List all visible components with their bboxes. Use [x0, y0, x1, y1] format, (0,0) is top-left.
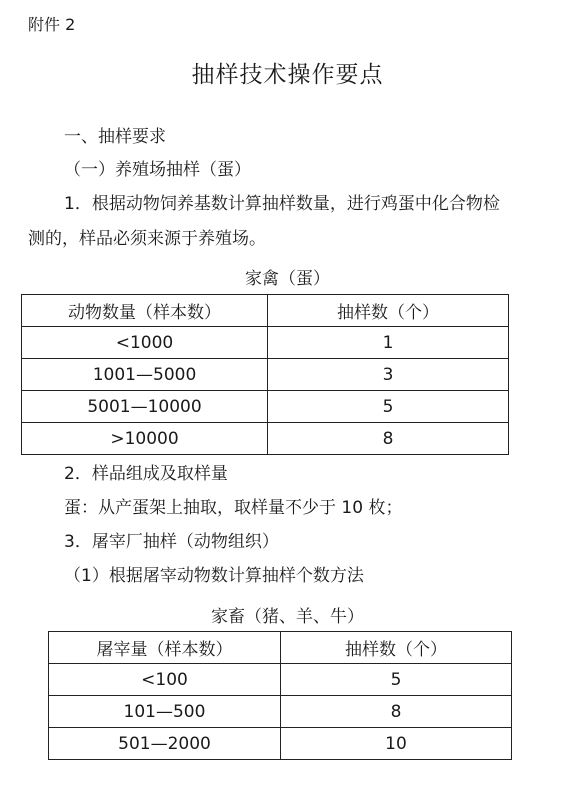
table-cell: 5	[281, 664, 512, 696]
document-title: 抽样技术操作要点	[191, 62, 384, 88]
table-cell: 5001—10000	[22, 391, 268, 423]
table-cell: >10000	[22, 423, 268, 455]
table-row	[22, 391, 509, 423]
paragraph-line: 测的，样品必须来源于养殖场。	[28, 229, 266, 249]
paragraph-line: 蛋：从产蛋架上抽取，取样量不少于 10 枚；	[64, 498, 403, 518]
table-row	[49, 728, 512, 760]
table-row	[22, 423, 509, 455]
column-header: 屠宰量（样本数）	[49, 632, 281, 664]
table-cell: 1	[268, 327, 509, 359]
subitem-heading: （1）根据屠宰动物数计算抽样个数方法	[64, 566, 364, 586]
table-cell: 5	[268, 391, 509, 423]
table-cell: 101—500	[49, 696, 281, 728]
column-header: 抽样数（个）	[281, 632, 512, 664]
table-row	[22, 359, 509, 391]
table-cell: 3	[268, 359, 509, 391]
table-row	[49, 696, 512, 728]
table-cell: 8	[281, 696, 512, 728]
column-header: 动物数量（样本数）	[22, 295, 268, 327]
table-row	[22, 327, 509, 359]
table-header-row	[22, 295, 509, 327]
attachment-label: 附件 2	[28, 15, 76, 34]
table-caption: 家禽（蛋）	[245, 269, 330, 289]
table-cell: <100	[49, 664, 281, 696]
table-row	[49, 664, 512, 696]
table-cell: 1001—5000	[22, 359, 268, 391]
table-cell: 501—2000	[49, 728, 281, 760]
sampling-table-poultry	[21, 294, 509, 455]
subsection-heading: （一）养殖场抽样（蛋）	[64, 160, 251, 180]
item-heading: 3．屠宰厂抽样（动物组织）	[64, 532, 279, 552]
table-header-row	[49, 632, 512, 664]
paragraph-line: 1．根据动物饲养基数计算抽样数量，进行鸡蛋中化合物检	[64, 194, 500, 214]
item-heading: 2．样品组成及取样量	[64, 464, 228, 484]
sampling-table-livestock	[48, 631, 512, 760]
section-heading: 一、抽样要求	[64, 127, 166, 147]
table-cell: <1000	[22, 327, 268, 359]
table-cell: 10	[281, 728, 512, 760]
table-caption: 家畜（猪、羊、牛）	[211, 607, 364, 627]
column-header: 抽样数（个）	[268, 295, 509, 327]
table-cell: 8	[268, 423, 509, 455]
